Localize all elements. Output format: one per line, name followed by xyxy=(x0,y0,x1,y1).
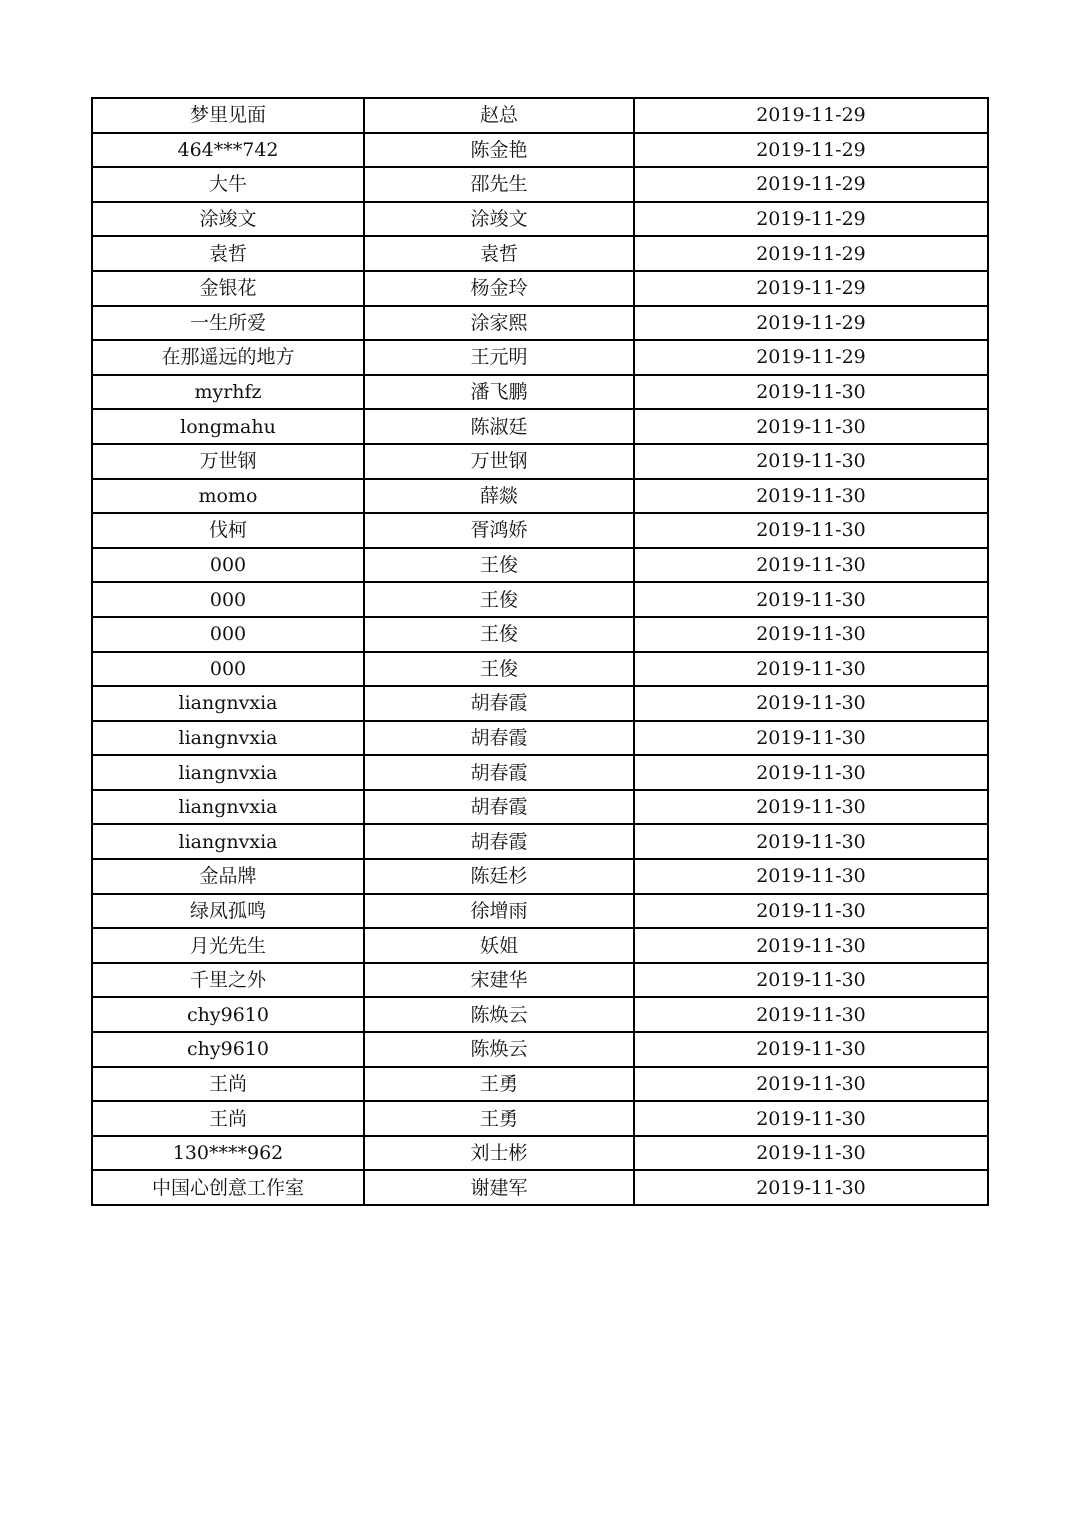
date-cell: 2019-11-29 xyxy=(634,340,988,375)
name-cell: 陈淑廷 xyxy=(364,409,634,444)
table-row xyxy=(92,928,988,963)
name-cell: 胡春霞 xyxy=(364,686,634,721)
nickname-cell: 万世钢 xyxy=(92,444,364,479)
nickname-cell: longmahu xyxy=(92,409,364,444)
date-cell: 2019-11-29 xyxy=(634,236,988,271)
nickname-cell: 涂竣文 xyxy=(92,202,364,237)
table-row xyxy=(92,1067,988,1102)
nickname-cell: 梦里见面 xyxy=(92,98,364,133)
date-cell: 2019-11-30 xyxy=(634,652,988,687)
name-cell: 胡春霞 xyxy=(364,824,634,859)
nickname-cell: 464***742 xyxy=(92,133,364,168)
date-cell: 2019-11-29 xyxy=(634,133,988,168)
name-cell: 陈廷杉 xyxy=(364,859,634,894)
table-row xyxy=(92,375,988,410)
nickname-cell: momo xyxy=(92,479,364,514)
date-cell: 2019-11-30 xyxy=(634,479,988,514)
date-cell: 2019-11-29 xyxy=(634,271,988,306)
nickname-cell: chy9610 xyxy=(92,997,364,1032)
name-cell: 王俊 xyxy=(364,617,634,652)
nickname-cell: 王尚 xyxy=(92,1067,364,1102)
records-table-body xyxy=(92,98,988,1205)
nickname-cell: 绿凤孤鸣 xyxy=(92,894,364,929)
date-cell: 2019-11-30 xyxy=(634,1170,988,1205)
date-cell: 2019-11-30 xyxy=(634,997,988,1032)
nickname-cell: 一生所爱 xyxy=(92,306,364,341)
date-cell: 2019-11-30 xyxy=(634,548,988,583)
date-cell: 2019-11-30 xyxy=(634,963,988,998)
name-cell: 王勇 xyxy=(364,1067,634,1102)
nickname-cell: myrhfz xyxy=(92,375,364,410)
name-cell: 杨金玲 xyxy=(364,271,634,306)
table-row xyxy=(92,133,988,168)
date-cell: 2019-11-30 xyxy=(634,824,988,859)
table-row xyxy=(92,98,988,133)
date-cell: 2019-11-30 xyxy=(634,894,988,929)
name-cell: 王俊 xyxy=(364,582,634,617)
date-cell: 2019-11-30 xyxy=(634,721,988,756)
nickname-cell: liangnvxia xyxy=(92,686,364,721)
date-cell: 2019-11-29 xyxy=(634,167,988,202)
table-row xyxy=(92,444,988,479)
table-row xyxy=(92,652,988,687)
nickname-cell: 000 xyxy=(92,617,364,652)
name-cell: 胡春霞 xyxy=(364,721,634,756)
date-cell: 2019-11-30 xyxy=(634,582,988,617)
nickname-cell: 000 xyxy=(92,652,364,687)
table-row xyxy=(92,167,988,202)
table-row xyxy=(92,790,988,825)
table-row xyxy=(92,1032,988,1067)
name-cell: 王元明 xyxy=(364,340,634,375)
name-cell: 刘士彬 xyxy=(364,1136,634,1171)
name-cell: 谢建军 xyxy=(364,1170,634,1205)
date-cell: 2019-11-30 xyxy=(634,1032,988,1067)
date-cell: 2019-11-30 xyxy=(634,1101,988,1136)
date-cell: 2019-11-29 xyxy=(634,202,988,237)
name-cell: 万世钢 xyxy=(364,444,634,479)
table-row xyxy=(92,479,988,514)
name-cell: 胡春霞 xyxy=(364,755,634,790)
table-row xyxy=(92,755,988,790)
nickname-cell: 金银花 xyxy=(92,271,364,306)
nickname-cell: 大牛 xyxy=(92,167,364,202)
table-row xyxy=(92,617,988,652)
table-row xyxy=(92,202,988,237)
date-cell: 2019-11-29 xyxy=(634,98,988,133)
table-row xyxy=(92,894,988,929)
nickname-cell: chy9610 xyxy=(92,1032,364,1067)
date-cell: 2019-11-30 xyxy=(634,444,988,479)
name-cell: 王勇 xyxy=(364,1101,634,1136)
table-row xyxy=(92,409,988,444)
name-cell: 赵总 xyxy=(364,98,634,133)
nickname-cell: liangnvxia xyxy=(92,721,364,756)
date-cell: 2019-11-30 xyxy=(634,375,988,410)
records-table xyxy=(91,97,989,1206)
table-row xyxy=(92,686,988,721)
nickname-cell: 月光先生 xyxy=(92,928,364,963)
nickname-cell: liangnvxia xyxy=(92,755,364,790)
table-row xyxy=(92,236,988,271)
nickname-cell: 袁哲 xyxy=(92,236,364,271)
table-row xyxy=(92,548,988,583)
name-cell: 薛燚 xyxy=(364,479,634,514)
name-cell: 陈金艳 xyxy=(364,133,634,168)
table-row xyxy=(92,1170,988,1205)
name-cell: 潘飞鹏 xyxy=(364,375,634,410)
table-row xyxy=(92,582,988,617)
table-row xyxy=(92,963,988,998)
table-row xyxy=(92,306,988,341)
table-row xyxy=(92,824,988,859)
nickname-cell: 千里之外 xyxy=(92,963,364,998)
name-cell: 胡春霞 xyxy=(364,790,634,825)
date-cell: 2019-11-30 xyxy=(634,409,988,444)
name-cell: 陈焕云 xyxy=(364,1032,634,1067)
table-row xyxy=(92,1136,988,1171)
nickname-cell: 中国心创意工作室 xyxy=(92,1170,364,1205)
name-cell: 徐增雨 xyxy=(364,894,634,929)
date-cell: 2019-11-30 xyxy=(634,617,988,652)
table-row xyxy=(92,859,988,894)
name-cell: 袁哲 xyxy=(364,236,634,271)
date-cell: 2019-11-30 xyxy=(634,1136,988,1171)
table-row xyxy=(92,721,988,756)
nickname-cell: liangnvxia xyxy=(92,824,364,859)
name-cell: 邵先生 xyxy=(364,167,634,202)
date-cell: 2019-11-30 xyxy=(634,790,988,825)
name-cell: 涂家熙 xyxy=(364,306,634,341)
date-cell: 2019-11-30 xyxy=(634,513,988,548)
nickname-cell: 在那遥远的地方 xyxy=(92,340,364,375)
table-row xyxy=(92,997,988,1032)
date-cell: 2019-11-30 xyxy=(634,686,988,721)
name-cell: 宋建华 xyxy=(364,963,634,998)
date-cell: 2019-11-30 xyxy=(634,928,988,963)
name-cell: 妖姐 xyxy=(364,928,634,963)
nickname-cell: 000 xyxy=(92,548,364,583)
name-cell: 胥鸿娇 xyxy=(364,513,634,548)
table-row xyxy=(92,340,988,375)
name-cell: 王俊 xyxy=(364,548,634,583)
name-cell: 陈焕云 xyxy=(364,997,634,1032)
table-row xyxy=(92,513,988,548)
name-cell: 王俊 xyxy=(364,652,634,687)
date-cell: 2019-11-29 xyxy=(634,306,988,341)
nickname-cell: 000 xyxy=(92,582,364,617)
nickname-cell: 130****962 xyxy=(92,1136,364,1171)
nickname-cell: 伐柯 xyxy=(92,513,364,548)
table-row xyxy=(92,1101,988,1136)
date-cell: 2019-11-30 xyxy=(634,755,988,790)
nickname-cell: 王尚 xyxy=(92,1101,364,1136)
nickname-cell: liangnvxia xyxy=(92,790,364,825)
name-cell: 涂竣文 xyxy=(364,202,634,237)
nickname-cell: 金品牌 xyxy=(92,859,364,894)
date-cell: 2019-11-30 xyxy=(634,859,988,894)
table-row xyxy=(92,271,988,306)
date-cell: 2019-11-30 xyxy=(634,1067,988,1102)
